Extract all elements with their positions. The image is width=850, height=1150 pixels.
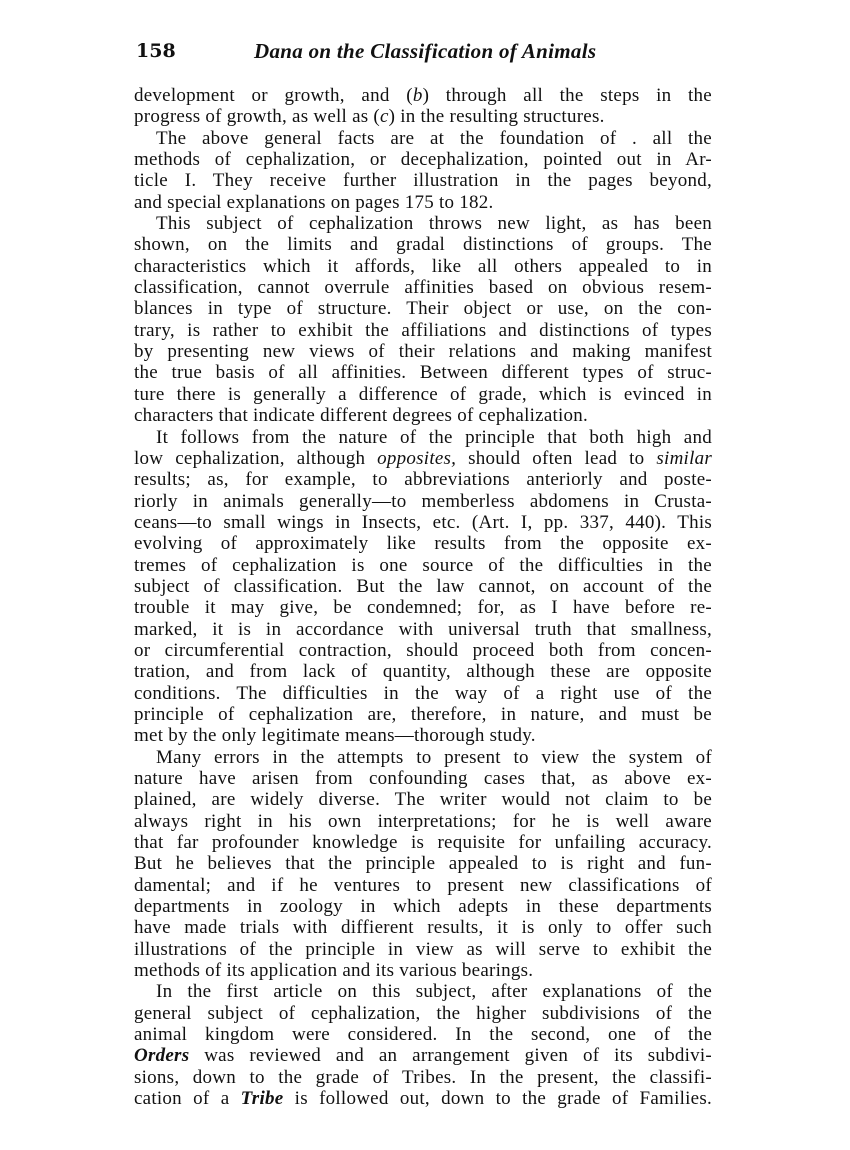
text-line: [134, 427, 712, 448]
line-text: and special explanations on pages 175 to 182.: [134, 191, 494, 213]
line-text: shown, on the limits and gradal distinctions of groups. The: [134, 234, 712, 256]
line-text: sions, down to the grade of Tribes. In the present, the classifi-: [134, 1066, 712, 1088]
line-text: departments in zoology in which adepts in these departments: [134, 896, 712, 918]
line-text: animal kingdom were considered. In the second, one of the: [134, 1024, 712, 1046]
emphasis-text: similar: [656, 447, 712, 469]
line-text: always right in his own interpretations; for he is well aware: [134, 810, 712, 832]
text-line: [134, 597, 712, 618]
text-line: [134, 1088, 712, 1109]
text-line: [134, 277, 712, 298]
line-text: low cephalization, although: [134, 447, 378, 469]
line-text: or circumferential contraction, should proceed both from concen-: [134, 639, 712, 661]
running-title: Dana on the Classification of Animals: [254, 39, 597, 63]
line-text: nature have arisen from confounding cases that, as above ex-: [134, 768, 712, 789]
line-text: plained, are widely diverse. The writer would not claim to be: [134, 789, 712, 811]
text-line: [134, 405, 712, 426]
text-line: [134, 853, 712, 874]
text-line: [134, 960, 712, 981]
text-line: [134, 789, 712, 810]
text-line: [134, 213, 712, 234]
line-text: blances in type of structure. Their object or use, on the con-: [134, 298, 712, 320]
text-line: [134, 192, 712, 213]
emphasis-text: Orders: [134, 1045, 190, 1067]
line-text: was reviewed and an arrangement given of its subdivi-: [189, 1045, 712, 1067]
text-line: [134, 683, 712, 704]
emphasis-text: opposites,: [377, 447, 457, 469]
text-line: [134, 619, 712, 640]
text-line: [134, 512, 712, 533]
line-text: classification, cannot overrule affinities based on obvious resem-: [134, 277, 712, 299]
text-line: [134, 1045, 712, 1066]
line-text: tremes of cephalization is one source of the difficulties in the: [134, 554, 712, 576]
text-line: [134, 747, 712, 768]
text-line: [134, 939, 712, 960]
text-line: [134, 256, 712, 277]
text-line: [134, 768, 712, 789]
text-line: [134, 341, 712, 362]
line-text: ticle I. They receive further illustration in the pages beyond,: [134, 170, 712, 192]
page: [134, 36, 712, 1110]
line-text: evolving of approximately like results from the opposite ex-: [134, 533, 712, 555]
text-line: [134, 917, 712, 938]
line-text: tration, and from lack of quantity, although these are opposite: [134, 661, 712, 683]
line-text: ceans—to small wings in Insects, etc. (Art. I, pp. 337, 440). This: [134, 511, 712, 533]
emphasis-text: c: [379, 106, 389, 128]
line-text: the true basis of all affinities. Between different types of struc-: [134, 362, 712, 384]
line-text: progress of growth, as well as (: [134, 106, 380, 128]
text-line: [134, 320, 712, 341]
text-line: [134, 725, 712, 746]
line-text: is followed out, down to the grade of Families.: [283, 1088, 712, 1110]
line-text: conditions. The difficulties in the way of a right use of the: [134, 682, 712, 704]
text-line: [134, 362, 712, 383]
line-text: results; as, for example, to abbreviations anteriorly and poste-: [134, 469, 712, 491]
line-text: ) in the resulting structures.: [388, 106, 605, 128]
line-text: cation of a: [134, 1088, 241, 1110]
emphasis-text: b: [412, 85, 423, 106]
line-text: ) through all the steps in the: [422, 85, 712, 106]
text-line: [134, 576, 712, 597]
line-text: The above general facts are at the foundation of . all the: [156, 127, 712, 149]
text-line: [134, 1024, 712, 1045]
line-text: should often lead to: [456, 447, 657, 469]
line-text: In the first article on this subject, after explanations of the: [156, 981, 712, 1003]
line-text: illustrations of the principle in view as will serve to exhibit the: [134, 938, 712, 960]
text-line: [134, 704, 712, 725]
line-text: But he believes that the principle appealed to is right and fun-: [134, 853, 712, 875]
text-line: [134, 811, 712, 832]
line-text: development or growth, and (: [134, 85, 413, 106]
line-text: have made trials with diffierent results, it is only to offer such: [134, 917, 712, 939]
line-text: met by the only legitimate means—thorough study.: [134, 725, 536, 747]
line-text: that far profounder knowledge is requisite for unfailing accuracy.: [134, 832, 712, 854]
text-line: [134, 832, 712, 853]
text-line: [134, 1067, 712, 1088]
line-text: by presenting new views of their relations and making manifest: [134, 341, 712, 363]
text-line: [134, 491, 712, 512]
text-line: [134, 384, 712, 405]
text-line: [134, 149, 712, 170]
line-text: characters that indicate different degrees of cephalization.: [134, 405, 589, 427]
page-number: 158: [136, 40, 176, 62]
text-line: [134, 106, 712, 127]
line-text: methods of its application and its various bearings.: [134, 960, 534, 982]
line-text: Many errors in the attempts to present to view the system of: [156, 746, 712, 768]
line-text: damental; and if he ventures to present new classifications of: [134, 874, 712, 896]
line-text: trary, is rather to exhibit the affiliations and distinctions of types: [134, 319, 712, 341]
line-text: ture there is generally a difference of grade, which is evinced in: [134, 383, 712, 405]
text-line: [134, 555, 712, 576]
text-line: [134, 469, 712, 490]
line-text: marked, it is in accordance with universal truth that smallness,: [134, 618, 712, 640]
text-line: [134, 640, 712, 661]
running-head: [134, 36, 712, 66]
line-text: This subject of cephalization throws new light, as has been: [156, 213, 712, 235]
text-line: [134, 85, 712, 106]
line-text: riorly in animals generally—to memberless abdomens in Crusta-: [134, 490, 712, 512]
text-line: [134, 1003, 712, 1024]
emphasis-text: Tribe: [240, 1088, 284, 1110]
text-line: [134, 170, 712, 191]
body-text: [134, 85, 712, 1110]
line-text: methods of cephalization, or decephalization, pointed out in Ar-: [134, 149, 712, 171]
text-line: [134, 234, 712, 255]
text-line: [134, 896, 712, 917]
line-text: subject of classification. But the law cannot, on account of the: [134, 575, 712, 597]
text-line: [134, 128, 712, 149]
text-line: [134, 298, 712, 319]
text-line: [134, 533, 712, 554]
line-text: principle of cephalization are, therefore, in nature, and must be: [134, 703, 712, 725]
text-line: [134, 875, 712, 896]
text-line: [134, 448, 712, 469]
text-line: [134, 661, 712, 682]
text-line: [134, 981, 712, 1002]
line-text: It follows from the nature of the principle that both high and: [156, 426, 712, 448]
line-text: trouble it may give, be condemned; for, as I have before re-: [134, 597, 712, 619]
line-text: characteristics which it affords, like all others appealed to in: [134, 255, 712, 277]
line-text: general subject of cephalization, the higher subdivisions of the: [134, 1002, 712, 1024]
